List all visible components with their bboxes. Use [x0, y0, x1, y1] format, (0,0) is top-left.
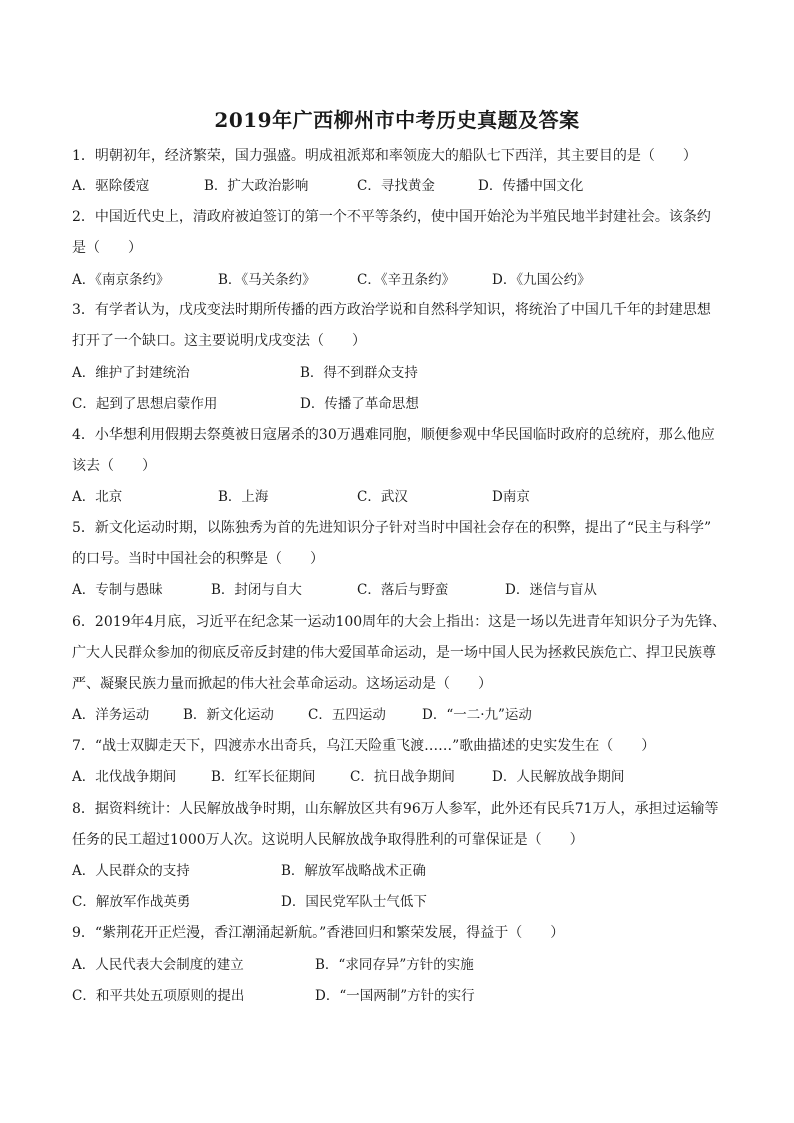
question-5-option-c: C．落后与野蛮 [357, 582, 449, 598]
question-3-text-line-2: 打开了一个缺口。这主要说明戊戌变法（ ） [72, 333, 366, 349]
question-2-option-b: B．《马关条约》 [218, 272, 316, 288]
question-1-text: 1．明朝初年，经济繁荣，国力强盛。明成祖派郑和率领庞大的船队七下西洋，其主要目的是（ ） [72, 148, 697, 164]
question-5-option-b: B．封闭与自大 [211, 582, 302, 598]
question-2-text-line-2: 是（ ） [72, 240, 142, 256]
question-5-text-line-2: 的口号。当时中国社会的积弊是（ ） [72, 551, 324, 567]
question-6-text-line-3: 严、凝聚民族力量而掀起的伟大社会革命运动。这场运动是（ ） [72, 676, 492, 692]
question-3-option-b: B．得不到群众支持 [300, 365, 418, 381]
question-2-text-line-1: 2．中国近代史上，清政府被迫签订的第一个不平等条约，使中国开始沦为半殖民地半封建社会。该条约 [72, 209, 711, 225]
question-9-option-b: B．“求同存异”方针的实施 [315, 957, 474, 973]
question-2-option-c: C．《辛丑条约》 [357, 272, 456, 288]
question-8-text-line-2: 任务的民工超过1000万人次。这说明人民解放战争取得胜利的可靠保证是（ ） [72, 832, 584, 848]
question-9-option-c: C．和平共处五项原则的提出 [72, 988, 245, 1004]
question-6-option-b: B．新文化运动 [183, 707, 274, 723]
question-8-text-line-1: 8．据资料统计：人民解放战争时期，山东解放区共有96万人参军，此外还有民兵71万人，承担过运输等 [72, 801, 719, 817]
page-title: 2019年广西柳州市中考历史真题及答案 [214, 108, 580, 132]
question-8-option-c: C．解放军作战英勇 [72, 894, 191, 910]
question-5-text-line-1: 5．新文化运动时期，以陈独秀为首的先进知识分子针对当时中国社会存在的积弊，提出了“民主与科学” [72, 520, 712, 536]
question-1-option-b: B．扩大政治影响 [204, 178, 309, 194]
question-9-option-d: D．“一国两制”方针的实行 [315, 988, 475, 1004]
question-4-option-a: A．北京 [72, 489, 123, 505]
question-9-option-a: A．人民代表大会制度的建立 [72, 957, 244, 973]
question-2-option-d: D．《九国公约》 [492, 272, 591, 288]
question-4-option-d: D南京 [492, 489, 530, 505]
question-3-option-a: A．维护了封建统治 [72, 365, 190, 381]
question-4-text-line-1: 4．小华想利用假期去祭奠被日寇屠杀的30万遇难同胞，顺便参观中华民国临时政府的总统府，那么他应 [72, 427, 715, 443]
question-1-option-d: D．传播中国文化 [478, 178, 584, 194]
question-3-option-d: D．传播了革命思想 [300, 396, 419, 412]
question-6-option-a: A．洋务运动 [72, 707, 150, 723]
question-6-option-c: C．五四运动 [308, 707, 386, 723]
question-9-text: 9．“紫荆花开正烂漫，香江潮涌起新航。”香港回归和繁荣发展，得益于（ ） [72, 925, 565, 941]
question-8-option-b: B．解放军战略战术正确 [281, 863, 426, 879]
question-5-option-a: A．专制与愚昧 [72, 582, 163, 598]
question-4-option-b: B．上海 [218, 489, 269, 505]
question-2-option-a: A．《南京条约》 [72, 272, 170, 288]
question-7-option-b: B．红军长征期间 [211, 769, 316, 785]
question-5-option-d: D．迷信与盲从 [505, 582, 597, 598]
question-6-text-line-2: 广大人民群众参加的彻底反帝反封建的伟大爱国革命运动，是一场中国人民为拯救民族危亡、捍卫民族尊 [72, 645, 716, 661]
question-7-text: 7．“战士双脚走天下，四渡赤水出奇兵，乌江天险重飞渡……”歌曲描述的史实发生在（ ） [72, 738, 656, 754]
question-7-option-a: A．北伐战争期间 [72, 769, 177, 785]
question-8-option-d: D．国民党军队士气低下 [281, 894, 427, 910]
question-4-text-line-2: 该去（ ） [72, 458, 156, 474]
question-7-option-c: C．抗日战争期间 [350, 769, 455, 785]
question-7-option-d: D．人民解放战争期间 [492, 769, 625, 785]
question-6-option-d: D．“一二·九”运动 [422, 707, 532, 723]
question-8-option-a: A．人民群众的支持 [72, 863, 190, 879]
question-6-text-line-1: 6．2019年4月底，习近平在纪念某一运动100周年的大会上指出：这是一场以先进青年知识分子为先锋、 [72, 614, 727, 630]
question-4-option-c: C．武汉 [357, 489, 408, 505]
question-3-option-c: C．起到了思想启蒙作用 [72, 396, 218, 412]
question-3-text-line-1: 3．有学者认为，戊戌变法时期所传播的西方政治学说和自然科学知识，将统治了中国几千年的封建思想 [72, 302, 711, 318]
question-1-option-c: C．寻找黄金 [357, 178, 435, 194]
question-1-option-a: A．驱除倭寇 [72, 178, 150, 194]
